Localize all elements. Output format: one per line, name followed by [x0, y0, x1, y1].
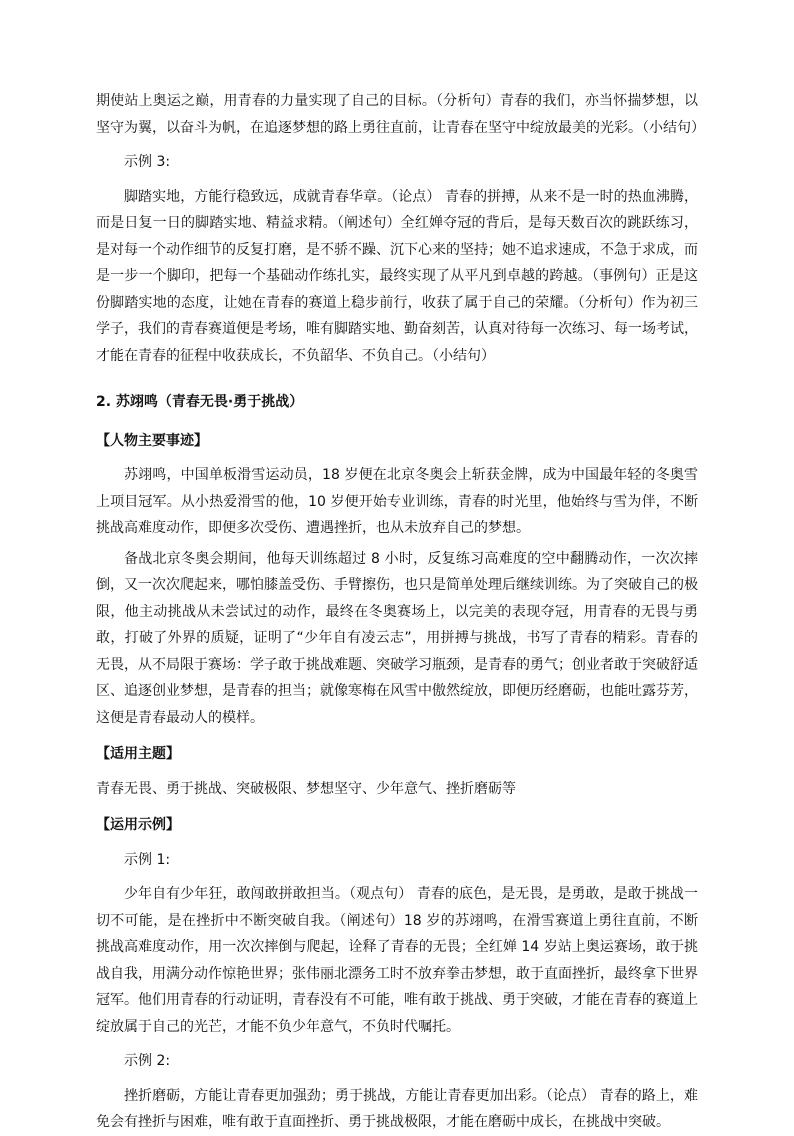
example-3-label: 示例 3:	[124, 154, 171, 170]
deeds-paragraph-1: 苏翊鸣，中国单板滑雪运动员，18 岁便在北京冬奥会上斩获金牌，成为中国最年轻的冬奥雪上项目冠军。从小热爱滑雪的他，10 岁便开始专业训练，青春的时光里，他始终与雪为伴，不断挑战高难度动作，即便多次受伤、遭遇挫折，也从未放弃自己的梦想。	[96, 467, 698, 536]
themes-heading: 【适用主题】	[96, 746, 180, 762]
example-1-label: 示例 1:	[124, 851, 171, 868]
example-3-paragraph: 脚踏实地，方能行稳致远，成就青春华章。（论点） 青春的拼搏，从来不是一时的热血沸腾，而是日复一日的脚踏实地、精益求精。（阐述句）全红婵夺冠的背后，是每天数百次的跳跃练习，是对每一个动作细节的反复打磨，是不骄不躁、沉下心来的坚持；她不追求速成，不急于求成，而是一步一个脚印，把每一个基础动作练扎实，最终实现了从平凡到卓越的跨越。（事例句）正是这份脚踏实地的态度，让她在青春的赛道上稳步前行，收获了属于自己的荣耀。（分析句）作为初三学子，我们的青春赛道便是考场，唯有脚踏实地、勤奋刻苦，认真对待每一次练习、每一场考试，才能在青春的征程中收获成长，不负韶华、不负自己。（小结句）	[96, 188, 698, 364]
intro-continuation-paragraph: 期使站上奥运之巅，用青春的力量实现了自己的目标。（分析句）青春的我们，亦当怀揣梦想，以坚守为翼，以奋斗为帆，在追逐梦想的路上勇往直前，让青春在坚守中绽放最美的光彩。（小结句）	[96, 93, 705, 136]
usage-heading: 【运用示例】	[96, 817, 180, 833]
example-2-paragraph: 挫折磨砺，方能让青春更加强劲；勇于挑战，方能让青春更加出彩。（论点） 青春的路上，难免会有挫折与困难，唯有敢于直面挫折、勇于挑战极限，才能在磨砺中成长，在挑战中突破。	[96, 1087, 698, 1130]
deeds-paragraph-2: 备战北京冬奥会期间，他每天训练超过 8 小时，反复练习高难度的空中翻腾动作，一次次摔倒，又一次次爬起来，哪怕膝盖受伤、手臂擦伤，也只是简单处理后继续训练。为了突破自己的极限，他主动挑战从未尝试过的动作，最终在冬奥赛场上，以完美的表现夺冠，用青春的无畏与勇敢，打破了外界的质疑，证明了“少年自有凌云志”，用拼搏与挑战，书写了青春的精彩。青春的无畏，从不局限于赛场：学子敢于挑战难题、突破学习瓶颈，是青春的勇气；创业者敢于突破舒适区、追逐创业梦想，是青春的担当；就像寒梅在风雪中傲然绽放，即便历经磨砺，也能吐露芬芳，这便是青春最动人的模样。	[96, 550, 698, 726]
example-1-paragraph: 少年自有少年狂，敢闯敢拼敢担当。（观点句） 青春的底色，是无畏，是勇敢，是敢于挑战一切不可能，是在挫折中不断突破自我。（阐述句）18 岁的苏翊鸣，在滑雪赛道上勇往直前，不断挑战高难度动作，用一次次摔倒与爬起，诠释了青春的无畏；全红婵 14 岁站上奥运赛场，敢于挑战自我，用满分动作惊艳世界；张伟丽北漂务工时不放弃拳击梦想，敢于直面挫折，最终拿下世界冠军。他们用青春的行动证明，青春没有不可能，唯有敢于挑战、勇于突破，才能在青春的赛道上绽放属于自己的光芒，才能不负少年意气，不负时代嘱托。	[96, 886, 698, 1035]
deeds-heading: 【人物主要事迹】	[96, 432, 208, 449]
example-2-label: 示例 2:	[124, 1053, 171, 1069]
themes-text: 青春无畏、勇于挑战、突破极限、梦想坚守、少年意气、挫折磨砺等	[96, 780, 516, 797]
section-2-title: 2. 苏翊鸣（青春无畏·勇于挑战）	[96, 394, 304, 410]
